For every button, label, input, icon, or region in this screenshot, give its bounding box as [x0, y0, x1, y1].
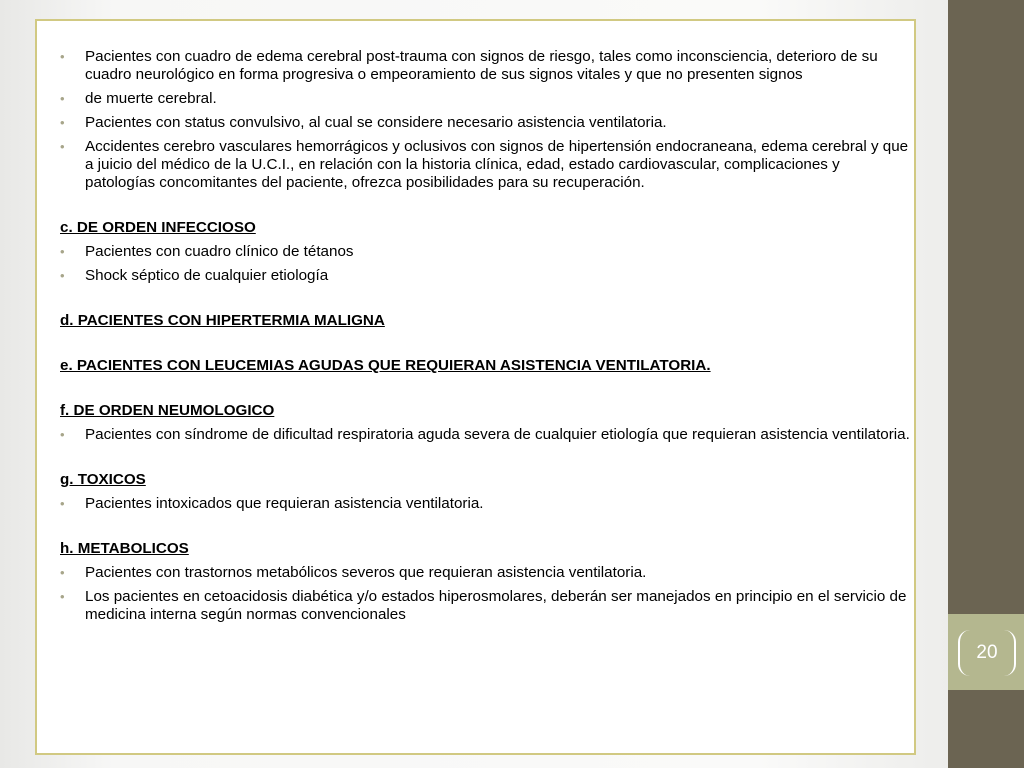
- bullet-icon: •: [60, 427, 65, 442]
- list-item: [60, 114, 910, 132]
- list-item-text: Pacientes con síndrome de dificultad respiratoria aguda severa de cualquier etiología que requieran asistencia ventilatoria.: [85, 426, 910, 443]
- section-heading: f. DE ORDEN NEUMOLOGICO: [60, 402, 275, 419]
- list-item-text: Shock séptico de cualquier etiología: [85, 267, 329, 284]
- list-item-text: Pacientes intoxicados que requieran asistencia ventilatoria.: [85, 495, 484, 512]
- list-item-text: Accidentes cerebro vasculares hemorrágicos y oclusivos con signos de hipertensión endocraneana, edema cerebral y que a juicio del médico de la U.C.I., en relación con la historia clínica, edad, estado cardiovascular, complicaciones y patologías concomitantes del paciente, ofrezca posibilidades para su recuperación.: [85, 138, 909, 191]
- list-item-text: Pacientes con cuadro clínico de tétanos: [85, 243, 354, 260]
- bullet-icon: •: [60, 49, 65, 64]
- intro-list: [60, 48, 910, 192]
- list-item: [60, 495, 910, 513]
- bullet-icon: •: [60, 244, 65, 259]
- bullet-icon: •: [60, 496, 65, 511]
- bullet-icon: •: [60, 589, 65, 604]
- list-item-text: Pacientes con status convulsivo, al cual se considere necesario asistencia ventilatoria.: [85, 114, 667, 131]
- bullet-icon: •: [60, 565, 65, 580]
- spacer: [60, 381, 910, 402]
- spacer: [60, 198, 910, 219]
- list-item: [60, 90, 910, 108]
- bullet-icon: •: [60, 91, 65, 106]
- list-item-text: Pacientes con cuadro de edema cerebral post-trauma con signos de riesgo, tales como inconsciencia, deterioro de su cuadro neurológico en forma progresiva o empeoramiento de sus signos vitales y que no presenten signos: [85, 48, 878, 83]
- list-item-text: Los pacientes en cetoacidosis diabética y/o estados hiperosmolares, deberán ser manejados en principio en el servicio de medicina interna según normas convencionales: [85, 588, 907, 623]
- bullet-icon: •: [60, 268, 65, 283]
- spacer: [60, 519, 910, 540]
- list-item: [60, 564, 910, 582]
- bullet-icon: •: [60, 139, 65, 154]
- section-heading: h. METABOLICOS: [60, 540, 189, 557]
- spacer: [60, 336, 910, 357]
- slide-content: [60, 48, 910, 630]
- section-heading: g. TOXICOS: [60, 471, 146, 488]
- list-item: [60, 267, 910, 285]
- section-heading: e. PACIENTES CON LEUCEMIAS AGUDAS QUE REQUIERAN ASISTENCIA VENTILATORIA.: [60, 357, 711, 374]
- list-item: [60, 588, 910, 624]
- bullet-icon: •: [60, 115, 65, 130]
- section-heading: c. DE ORDEN INFECCIOSO: [60, 219, 256, 236]
- list-item: [60, 48, 910, 84]
- spacer: [60, 450, 910, 471]
- list-item-text: Pacientes con trastornos metabólicos severos que requieran asistencia ventilatoria.: [85, 564, 647, 581]
- section-heading: d. PACIENTES CON HIPERTERMIA MALIGNA: [60, 312, 385, 329]
- page-number: 20: [976, 642, 998, 663]
- list-item: [60, 243, 910, 261]
- list-item-text: de muerte cerebral.: [85, 90, 217, 107]
- list-item: [60, 426, 910, 444]
- list-item: [60, 138, 910, 192]
- spacer: [60, 291, 910, 312]
